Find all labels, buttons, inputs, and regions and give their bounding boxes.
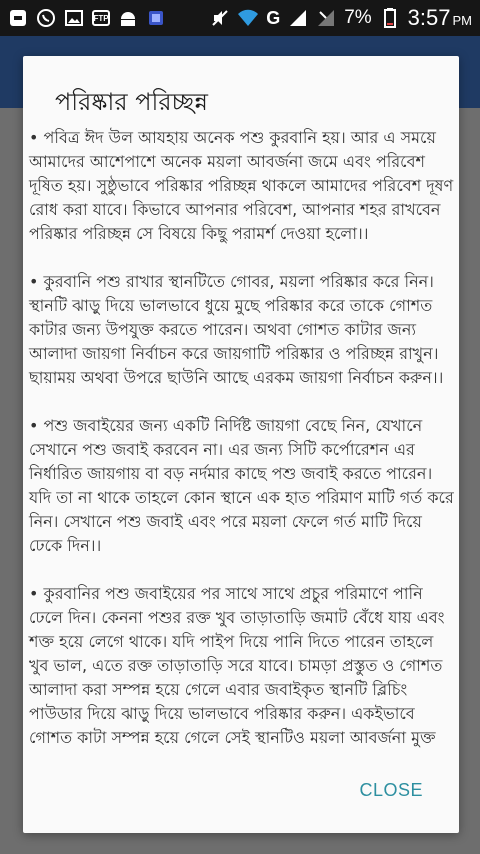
clock [408,5,472,31]
app-icon [146,8,166,28]
android-icon [118,8,138,28]
clock-ampm: PM [452,13,472,28]
paragraph-1: • পবিত্র ঈদ উল আযহায় অনেক পশু কুরবানি হয়। আর এ সময়ে আমাদের আশেপাশে অনেক ময়লা আবর্জনা জমে এবং পরিবেশ দূষিত হয়। সুষ্ঠুভাবে পরিষ্কার পরিচ্ছন্ন থাকলে আমাদের পরিবেশ দূষণ রোধ করা যাবে। কিভাবে আপনার পরিবেশ, আপনার শহর রাখবেন পরিষ্কার পরিচ্ছন্ন সে বিষয়ে কিছু পরামর্শ দেওয়া হলো।। [29,128,459,243]
notification-area [8,8,166,28]
system-indicators [210,5,472,31]
wifi-icon [238,8,258,28]
ftp-icon: FTP [92,10,110,26]
battery-icon [380,8,400,28]
info-dialog [23,56,459,833]
clock-time: 3:57 [407,5,451,30]
no-signal-icon [316,8,336,28]
network-type: G [266,7,281,28]
gallery-icon [64,8,84,28]
paragraph-3: • পশু জবাইয়ের জন্য একটি নির্দিষ্ট জায়গা বেছে নিন, যেখানে সেখানে পশু জবাই করবেন না। এর জন্য সিটি কর্পোরেশন এর নির্ধারিত জায়গায় বা বড় নর্দমার কাছে পশু জবাই করতে পারেন। যদি তা না থাকে তাহলে কোন স্থানে এক হাত পরিমাণ মাটি গর্ত করে নিন। সেখানে পশু জবাই এবং পরে ময়লা ফেলে গর্ত মাটি দিয়ে ঢেকে দিন।। [29,416,459,555]
notification-icon [8,8,28,28]
whatsapp-icon [36,8,56,28]
mute-icon [210,8,230,28]
dialog-content[interactable] [29,126,459,750]
battery-percent: 7% [344,7,372,28]
paragraph-2: • কুরবানি পশু রাখার স্থানটিতে গোবর, ময়লা পরিষ্কার করে নিন। স্থানটি ঝাড়ু দিয়ে ভালভাবে ধুয়ে মুছে পরিষ্কার করে তাকে গোশত কাটার জন্য উপযুক্ত করতে পারেন। অথবা গোশত কাটার জন্য আলাদা জায়গা নির্বাচন করে জায়গাটি পরিষ্কার ও পরিচ্ছন্ন রাখুন। ছায়াময় অথবা উপরে ছাউনি আছে এরকম জায়গা নির্বাচন করুন।। [29,272,444,387]
dialog-title: পরিষ্কার পরিচ্ছন্ন [55,88,208,116]
status-bar [0,0,480,36]
paragraph-4: • কুরবানির পশু জবাইয়ের পর সাথে সাথে প্রচুর পরিমাণে পানি ঢেলে দিন। কেননা পশুর রক্ত খুব তাড়াতাড়ি জমাট বেঁধে যায় এবং শক্ত হয়ে লেগে থাকে। যদি পাইপ দিয়ে পানি দিতে পারেন তাহলে খুব ভাল, এতে রক্ত তাড়াতাড়ি সরে যাবে। চামড়া প্রস্তুত ও গোশত আলাদা করা সম্পন্ন হয়ে গেলে এবার জবাইকৃত স্থানটি ব্লিচিং পাউডার দিয়ে ঝাড়ু দিয়ে ভালভাবে পরিষ্কার করুন। একইভাবে গোশত কাটা সম্পন্ন হয়ে গেলে সেই স্থানটিও ময়লা আবর্জনা মুক্ত [29,584,450,747]
signal-icon [288,8,308,28]
close-button[interactable]: CLOSE [355,772,427,809]
